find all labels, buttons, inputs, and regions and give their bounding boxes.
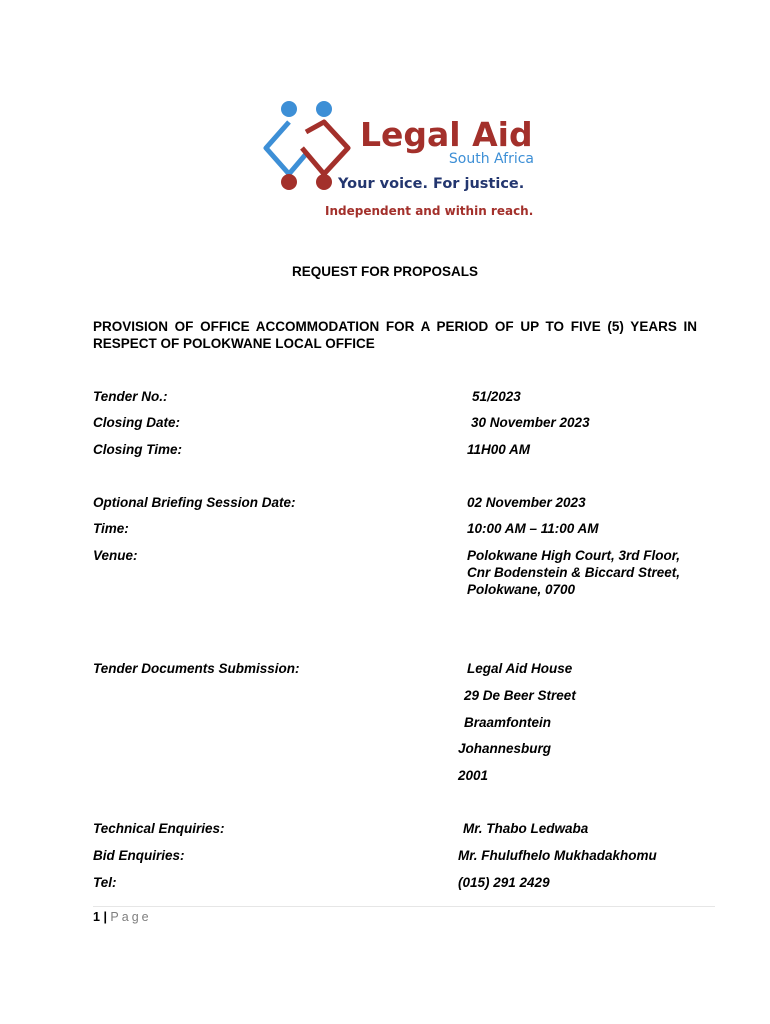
logo-region: South Africa [448, 151, 534, 167]
briefing-date-value: 02 November 2023 [467, 495, 586, 510]
submission-line-4: Johannesburg [458, 741, 552, 756]
bid-enquiries-value: Mr. Fhulufhelo Mukhadakhomu [458, 848, 657, 863]
logo-blue-figure [266, 122, 306, 174]
closing-date-label: Closing Date: [93, 415, 181, 430]
technical-enquiries-label: Technical Enquiries: [93, 821, 225, 836]
footer-separator: | [103, 910, 107, 924]
document-title: REQUEST FOR PROPOSALS [291, 264, 479, 279]
logo-tagline: Independent and within reach. [325, 204, 534, 218]
logo-blue-head-right [316, 101, 332, 117]
closing-date-value: 30 November 2023 [471, 415, 590, 430]
logo-blue-head-left [281, 101, 297, 117]
closing-time-value: 11H00 AM [467, 442, 531, 457]
logo-red-foot-right [316, 174, 332, 190]
venue-line-2: Cnr Bodenstein & Biccard Street, [467, 565, 681, 580]
tender-no-value: 51/2023 [472, 389, 521, 404]
page-number: 1 [93, 910, 100, 924]
footer-divider [93, 906, 715, 907]
logo-red-foot-left [281, 174, 297, 190]
tel-label: Tel: [93, 875, 117, 890]
briefing-date-label: Optional Briefing Session Date: [93, 495, 296, 510]
submission-line-3: Braamfontein [464, 715, 552, 730]
submission-line-5: 2001 [458, 768, 489, 783]
tender-no-label: Tender No.: [93, 389, 168, 404]
page-footer [93, 910, 152, 924]
briefing-time-label: Time: [93, 521, 129, 536]
venue-line-3: Polokwane, 0700 [467, 582, 576, 597]
logo-slogan: Your voice. For justice. [338, 176, 525, 192]
logo-red-figure [302, 122, 348, 174]
technical-enquiries-value: Mr. Thabo Ledwaba [463, 821, 589, 836]
briefing-time-value: 10:00 AM – 11:00 AM [467, 521, 599, 536]
tel-value: (015) 291 2429 [458, 875, 550, 890]
venue-line-1: Polokwane High Court, 3rd Floor, [467, 548, 681, 563]
page-word: Page [110, 910, 152, 924]
logo-name: Legal Aid [360, 115, 533, 154]
closing-time-label: Closing Time: [93, 442, 183, 457]
bid-enquiries-label: Bid Enquiries: [93, 848, 185, 863]
submission-label: Tender Documents Submission: [93, 661, 300, 676]
document-subject: PROVISION OF OFFICE ACCOMMODATION FOR A PERIOD OF UP TO FIVE (5) YEARS IN RESPECT OF POLOKWANE LOCAL OFFICE [93, 319, 697, 351]
venue-label: Venue: [93, 548, 138, 563]
submission-line-2: 29 De Beer Street [464, 688, 576, 703]
submission-line-1: Legal Aid House [467, 661, 573, 676]
